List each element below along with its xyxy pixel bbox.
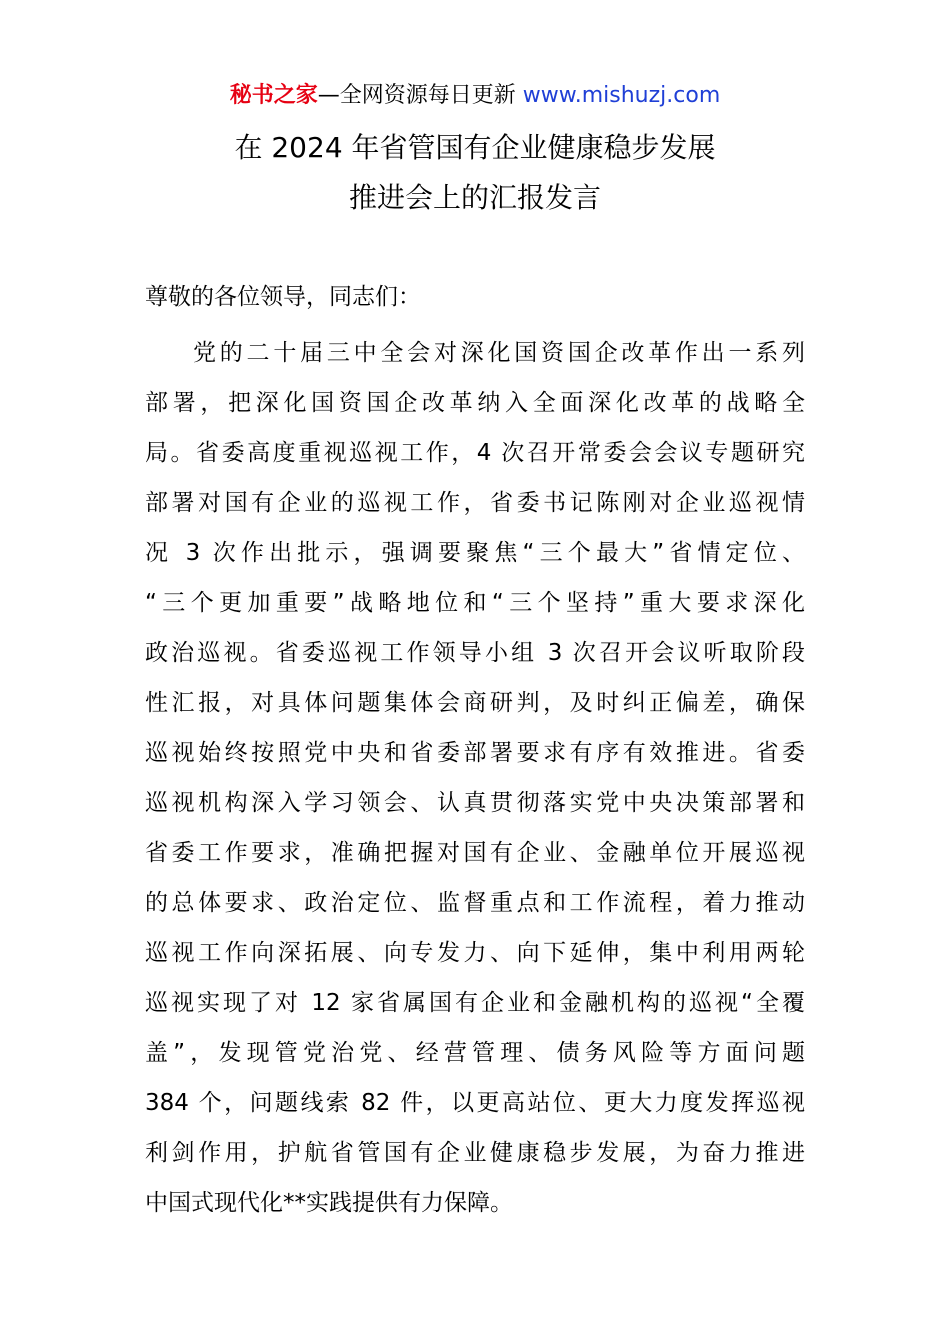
paragraph-line: 巡视机构深入学习领会、认真贯彻落实党中央决策部署和: [145, 790, 805, 816]
salutation: 尊敬的各位领导，同志们：: [145, 284, 421, 310]
document-title-line-1: 在 2024 年省管国有企业健康稳步发展: [234, 131, 716, 164]
brand-name: 秘书之家: [229, 83, 318, 108]
paragraph-line: 党的二十届三中全会对深化国资国企改革作出一系列: [193, 340, 805, 366]
site-tagline: —全网资源每日更新: [317, 83, 523, 108]
paragraph-line: 盖”，发现管党治党、经营管理、债务风险等方面问题: [145, 1040, 805, 1066]
paragraph-line: 利剑作用，护航省管国有企业健康稳步发展，为奋力推进: [145, 1140, 805, 1166]
site-url-link[interactable]: www.mishuzj.com: [522, 83, 721, 108]
paragraph-line: 巡视工作向深拓展、向专发力、向下延伸，集中利用两轮: [145, 940, 805, 966]
body-paragraph: [145, 328, 805, 1228]
document-title-line-2: 推进会上的汇报发言: [348, 181, 601, 214]
paragraph-line: 省委工作要求，准确把握对国有企业、金融单位开展巡视: [145, 840, 805, 866]
paragraph-line: 局。省委高度重视巡视工作，4 次召开常委会会议专题研究: [145, 440, 805, 466]
paragraph-line: 的总体要求、政治定位、监督重点和工作流程，着力推动: [145, 890, 805, 916]
paragraph-line: 性汇报，对具体问题集体会商研判，及时纠正偏差，确保: [145, 690, 805, 716]
paragraph-line: 384 个，问题线索 82 件，以更高站位、更大力度发挥巡视: [145, 1090, 805, 1116]
paragraph-line: 部署，把深化国资国企改革纳入全面深化改革的战略全: [145, 390, 805, 416]
paragraph-line: 部署对国有企业的巡视工作，省委书记陈刚对企业巡视情: [145, 490, 805, 516]
site-header: [0, 80, 950, 112]
paragraph-line: “三个更加重要”战略地位和“三个坚持”重大要求深化: [145, 590, 805, 616]
paragraph-line: 政治巡视。省委巡视工作领导小组 3 次召开会议听取阶段: [145, 640, 805, 666]
paragraph-line: 巡视始终按照党中央和省委部署要求有序有效推进。省委: [145, 740, 805, 766]
paragraph-line: 巡视实现了对 12 家省属国有企业和金融机构的巡视“全覆: [145, 990, 805, 1016]
paragraph-line: 况 3 次作出批示，强调要聚焦“三个最大”省情定位、: [145, 540, 805, 566]
paragraph-line: 中国式现代化**实践提供有力保障。: [145, 1190, 513, 1216]
